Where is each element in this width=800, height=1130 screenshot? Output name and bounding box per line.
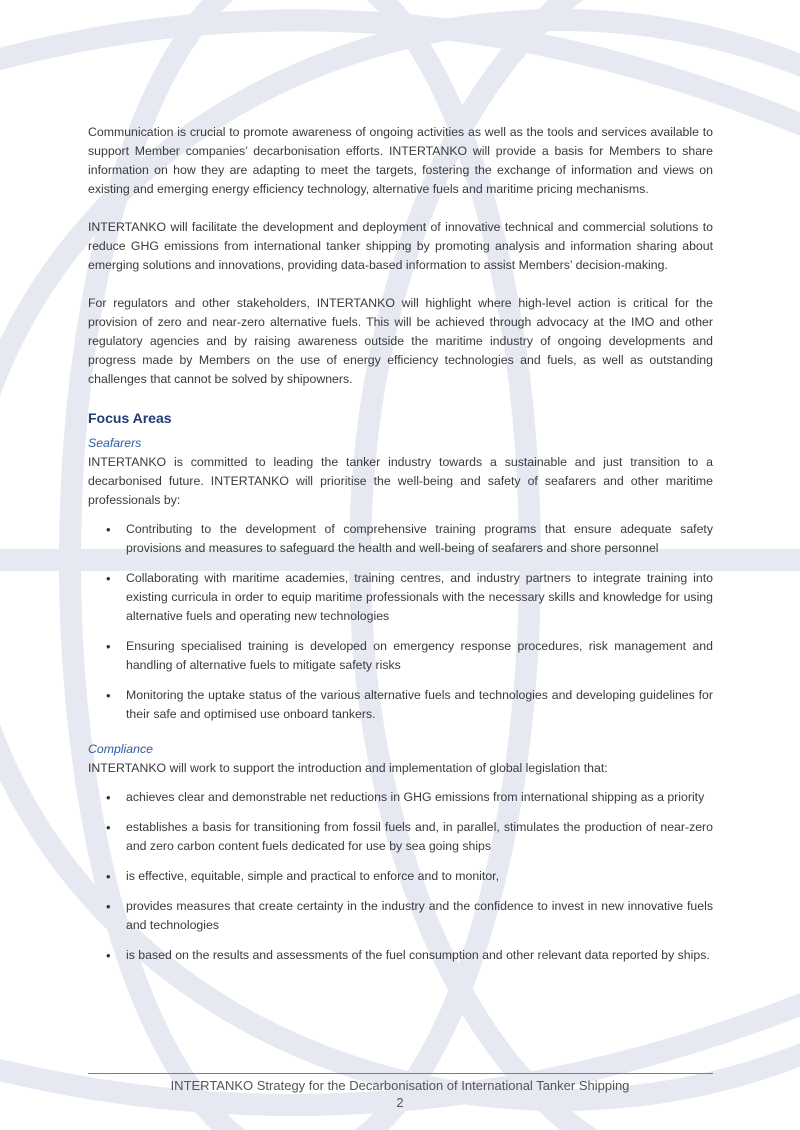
paragraph-regulators: For regulators and other stakeholders, INTERTANKO will highlight where high-level action is critical for the provision of zero and near-zero alternative fuels. This will be achieved through advocacy at the IMO and other regulatory agencies and by raising awareness outside the maritime industry of ongoing developments and progress made by Members on the use of energy efficiency technologies and fuels, as well as outstanding challenges that cannot be solved by shipowners. [88,296,713,386]
list-item: • establishes a basis for transitioning from fossil fuels and, in parallel, stimulates the production of near-zero and zero carbon content fuels dedicated for use by sea going ships [106,820,713,853]
seafarers-subheading: Seafarers [88,436,142,450]
page-number: 2 [396,1095,404,1110]
compliance-bullet-list [88,788,713,965]
focus-areas-heading: Focus Areas [88,410,172,426]
seafarers-intro: INTERTANKO is committed to leading the tanker industry towards a sustainable and just transition to a decarbonised future. INTERTANKO will prioritise the well-being and safety of seafarers and other maritime professionals by: [88,455,713,507]
list-item: • provides measures that create certainty in the industry and the confidence to invest in new innovative fuels and technologies [106,899,713,932]
compliance-intro: INTERTANKO will work to support the introduction and implementation of global legislation that: [88,761,608,775]
list-item: • Monitoring the uptake status of the various alternative fuels and technologies and developing guidelines for their safe and optimised use onboard tankers. [106,688,713,721]
compliance-subheading: Compliance [88,742,153,756]
bullet-icon: • [106,688,111,703]
bullet-icon: • [106,899,111,914]
list-item: • Contributing to the development of comprehensive training programs that ensure adequate safety provisions and measures to safeguard the health and well-being of seafarers and shore personnel [106,522,713,555]
footer-title: INTERTANKO Strategy for the Decarbonisation of International Tanker Shipping [170,1078,630,1093]
list-item: • achieves clear and demonstrable net reductions in GHG emissions from international shipping as a priority [106,790,705,805]
bullet-icon: • [106,639,111,654]
bullet-icon: • [106,522,111,537]
paragraph-communication: Communication is crucial to promote awareness of ongoing activities as well as the tools and services available to support Member companies’ decarbonisation efforts. INTERTANKO will provide a basis for Members to share information on how they are adapting to meet the targets, fostering the exchange of information and views on existing and emerging energy efficiency technology, alternative fuels and maritime pricing mechanisms. [88,125,713,196]
seafarers-bullet-list [88,520,713,724]
paragraph-innovation: INTERTANKO will facilitate the development and deployment of innovative technical and commercial solutions to reduce GHG emissions from international tanker shipping by promoting analysis and information sharing about emerging solutions and innovations, providing data-based information to assist Members’ decision-making. [88,220,713,272]
document-body [88,123,713,981]
bullet-icon: • [106,571,111,586]
bullet-icon: • [106,869,111,884]
bullet-icon: • [106,820,111,835]
list-item: • Ensuring specialised training is developed on emergency response procedures, risk management and handling of alternative fuels to mitigate safety risks [106,639,713,672]
bullet-icon: • [106,948,111,963]
list-item: • is effective, equitable, simple and practical to enforce and to monitor, [106,869,499,884]
bullet-icon: • [106,790,111,805]
footer-divider [88,1073,713,1074]
list-item: • is based on the results and assessments of the fuel consumption and other relevant data reported by ships. [106,948,710,963]
list-item: • Collaborating with maritime academies, training centres, and industry partners to integrate training into existing curricula in order to equip maritime professionals with the necessary skills and knowledge for using alternative fuels and operating new technologies [106,571,713,623]
